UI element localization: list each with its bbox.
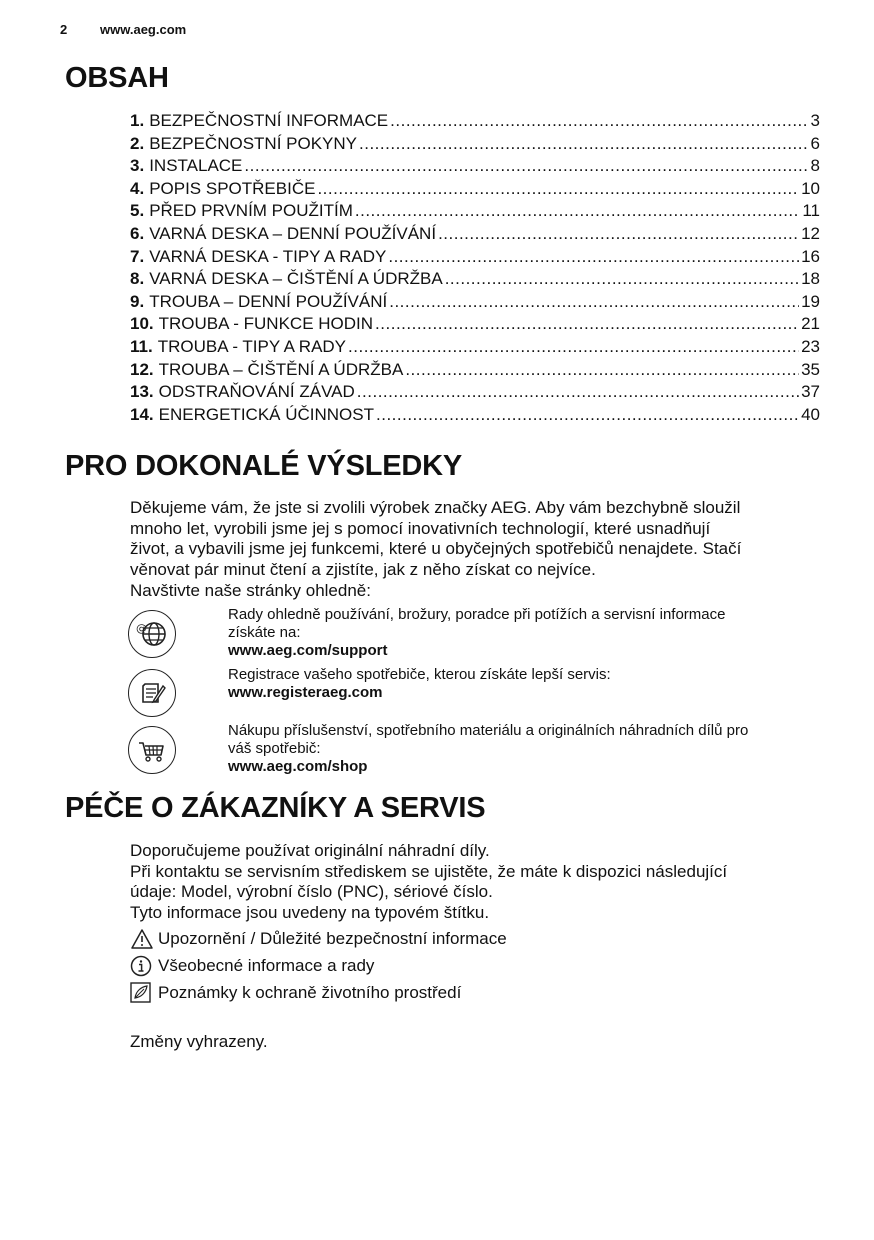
toc-entry[interactable] — [130, 179, 820, 202]
results-line: mnoho let, vyrobili jsme jej s pomocí inovativních technologií, které usnadňují — [130, 518, 711, 538]
toc-entry[interactable] — [130, 269, 820, 292]
toc-leader — [376, 405, 799, 425]
toc-entry-page: 16 — [801, 246, 820, 266]
warning-note-text: Upozornění / Důležité bezpečnostní informace — [158, 929, 507, 948]
results-line: věnovat pár minut čtení a zjistíte, jak z něho získat co nejvíce. — [130, 560, 596, 580]
support-link-text — [228, 606, 818, 660]
page-number: 2 — [60, 22, 68, 37]
toc-leader — [389, 292, 799, 312]
toc-entry-label: TROUBA – DENNÍ POUŽÍVÁNÍ — [149, 291, 388, 311]
toc-entry-number: 5. — [130, 201, 145, 221]
toc-leader — [244, 156, 808, 176]
results-intro — [130, 498, 820, 602]
service-title: PÉČE O ZÁKAZNÍKY A SERVIS — [65, 792, 486, 824]
toc-entry-page: 40 — [801, 404, 820, 424]
toc-entry-number: 10. — [130, 314, 154, 334]
toc-entry-page: 21 — [801, 314, 820, 334]
toc-entry-page: 23 — [801, 336, 820, 356]
toc-leader — [388, 247, 799, 267]
toc-entry-number: 14. — [130, 404, 154, 424]
toc-leader — [355, 201, 800, 221]
toc-entry[interactable] — [130, 382, 820, 405]
toc-entry-number: 12. — [130, 359, 154, 379]
toc-entry-number: 8. — [130, 269, 145, 289]
toc-entry-label: TROUBA – ČIŠTĚNÍ A ÚDRŽBA — [158, 359, 404, 379]
link-description: Nákupu příslušenství, spotřebního materiálu a originálních náhradních dílů pro — [228, 722, 749, 739]
toc-entry-label: INSTALACE — [149, 156, 243, 176]
link-description: váš spotřebič: — [228, 740, 321, 757]
toc-entry-page: 3 — [810, 111, 820, 130]
support-url[interactable]: www.aeg.com/support — [228, 642, 388, 659]
service-intro — [130, 841, 820, 924]
shop-link-text — [228, 722, 818, 776]
shopping-cart-icon — [128, 726, 176, 774]
toc-entry-label: POPIS SPOTŘEBIČE — [149, 178, 316, 198]
toc-entry[interactable] — [130, 337, 820, 360]
toc-leader — [348, 337, 799, 357]
toc-entry-label: BEZPEČNOSTNÍ POKYNY — [149, 133, 358, 153]
table-of-contents — [130, 111, 820, 427]
toc-leader — [405, 360, 799, 380]
service-line: Doporučujeme používat originální náhradní díly. — [130, 841, 490, 860]
toc-entry[interactable] — [130, 360, 820, 383]
toc-entry[interactable] — [130, 134, 820, 157]
toc-leader — [445, 269, 799, 289]
warning-note — [130, 928, 507, 950]
results-line: Navštivte naše stránky ohledně: — [130, 580, 371, 600]
toc-leader — [390, 111, 808, 131]
toc-entry-label: PŘED PRVNÍM POUŽITÍM — [149, 201, 353, 221]
toc-entry-number: 11. — [130, 336, 153, 356]
results-title: PRO DOKONALÉ VÝSLEDKY — [65, 450, 463, 482]
toc-entry-label: TROUBA - FUNKCE HODIN — [158, 314, 374, 334]
toc-entry[interactable] — [130, 405, 820, 428]
toc-entry-number: 2. — [130, 133, 145, 153]
toc-entry-number: 3. — [130, 156, 145, 176]
toc-entry[interactable] — [130, 314, 820, 337]
toc-entry-number: 7. — [130, 246, 145, 266]
toc-entry-page: 19 — [801, 291, 820, 311]
toc-entry-page: 12 — [801, 223, 820, 243]
service-line: Tyto informace jsou uvedeny na typovém štítku. — [130, 903, 490, 923]
toc-entry-page: 37 — [801, 382, 820, 402]
info-note-text: Všeobecné informace a rady — [158, 956, 375, 975]
toc-leader — [357, 382, 799, 402]
toc-leader — [375, 314, 799, 334]
toc-leader — [438, 224, 799, 244]
toc-entry-page: 35 — [801, 359, 820, 379]
changes-reserved: Změny vyhrazeny. — [130, 1032, 268, 1051]
link-description: Rady ohledně používání, brožury, poradce při potížích a servisní informace — [228, 606, 726, 623]
toc-leader — [359, 134, 809, 154]
toc-entry-label: ODSTRAŇOVÁNÍ ZÁVAD — [158, 382, 355, 402]
toc-entry[interactable] — [130, 201, 820, 224]
toc-title: OBSAH — [65, 62, 169, 94]
register-url[interactable]: www.registeraeg.com — [228, 684, 383, 701]
toc-entry-number: 1. — [130, 111, 145, 130]
toc-entry-number: 9. — [130, 291, 145, 311]
environment-note-text: Poznámky k ochraně životního prostředí — [158, 983, 462, 1002]
results-line: život, a vybavili jsme jej funkcemi, které u obyčejných spotřebičů nenajdete. Stačí — [130, 539, 742, 559]
environment-note-icon — [130, 982, 154, 1004]
toc-entry[interactable] — [130, 224, 820, 247]
toc-entry-label: BEZPEČNOSTNÍ INFORMACE — [149, 111, 389, 130]
svg-text:@: @ — [136, 622, 147, 635]
toc-entry-label: VARNÁ DESKA – ČIŠTĚNÍ A ÚDRŽBA — [149, 269, 443, 289]
toc-entry[interactable] — [130, 156, 820, 179]
toc-entry-label: VARNÁ DESKA - TIPY A RADY — [149, 246, 387, 266]
link-description: získáte na: — [228, 624, 301, 641]
registration-form-icon — [128, 669, 176, 717]
info-icon — [130, 955, 154, 977]
globe-icon — [128, 610, 176, 658]
environment-note — [130, 982, 461, 1004]
service-line: Při kontaktu se servisním střediskem se ujistěte, že máte k dispozici následující — [130, 861, 728, 881]
toc-entry-page: 6 — [810, 133, 820, 153]
warning-icon — [130, 928, 154, 950]
toc-entry-page: 8 — [810, 156, 820, 176]
toc-entry[interactable] — [130, 292, 820, 315]
toc-entry-number: 13. — [130, 382, 154, 402]
toc-entry-label: VARNÁ DESKA – DENNÍ POUŽÍVÁNÍ — [149, 223, 437, 243]
register-link-text — [228, 666, 818, 702]
toc-entry-label: ENERGETICKÁ ÚČINNOST — [158, 404, 374, 424]
header-website[interactable]: www.aeg.com — [100, 22, 187, 37]
results-line: Děkujeme vám, že jste si zvolili výrobek značky AEG. Aby vám bezchybně sloužil — [130, 498, 741, 517]
toc-entry-label: TROUBA - TIPY A RADY — [157, 336, 347, 356]
toc-entry-number: 4. — [130, 178, 145, 198]
toc-entry-page: 11 — [802, 201, 820, 221]
toc-entry-page: 10 — [801, 178, 820, 198]
link-description: Registrace vašeho spotřebiče, kterou získáte lepší servis: — [228, 666, 611, 683]
toc-leader — [317, 179, 799, 199]
toc-entry-number: 6. — [130, 223, 145, 243]
info-note — [130, 955, 374, 977]
toc-entry-page: 18 — [801, 269, 820, 289]
toc-entry[interactable] — [130, 111, 820, 134]
service-line: údaje: Model, výrobní číslo (PNC), sériové číslo. — [130, 882, 493, 902]
toc-entry[interactable] — [130, 247, 820, 270]
shop-url[interactable]: www.aeg.com/shop — [228, 758, 368, 775]
page-header — [60, 22, 186, 37]
